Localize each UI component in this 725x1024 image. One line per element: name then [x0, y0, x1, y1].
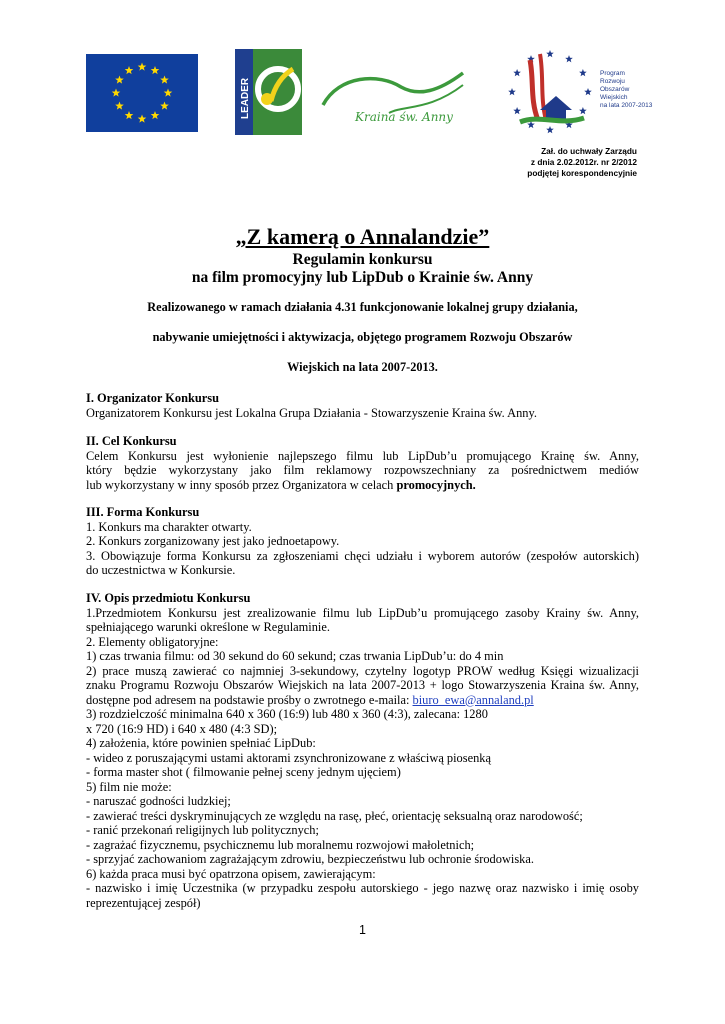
intro-line-3: Wiejskich na lata 2007-2013. — [287, 360, 438, 374]
section-heading: III. Forma Konkursu — [86, 505, 200, 519]
prow-logo — [500, 40, 653, 140]
prow-star-icon — [579, 107, 587, 114]
paragraph-line: spełniającego warunki określone w Regulaminie. — [86, 620, 330, 634]
paragraph-line: 4) założenia, które powinien spełniać LipDub: — [86, 736, 316, 750]
paragraph-line: x 720 (16:9 HD) i 640 x 480 (4:3 SD); — [86, 721, 278, 736]
paragraph-line: reprezentującej zespół) — [86, 895, 201, 910]
eu-flag-logo — [86, 54, 198, 132]
section-heading: II. Cel Konkursu — [86, 434, 177, 448]
resolution-note: Zał. do uchwały Zarządu z dnia 2.02.2012r. nr 2/2012 podjętej korespondencyjnie — [527, 146, 637, 178]
document-subtitle-2: na film promocyjny lub LipDub o Krainie św. Anny — [191, 269, 534, 286]
prow-star-icon — [584, 88, 592, 95]
prow-star-icon — [546, 50, 554, 57]
paragraph: Organizatorem Konkursu jest Lokalna Grupa Działania - Stowarzyszenie Kraina św. Anny. — [86, 405, 537, 420]
paragraph-line: - nazwisko i imię Uczestnika (w przypadku zespołu autorskiego - jego nazwę oraz nazwisko i imię osoby — [86, 881, 639, 895]
paragraph-line: - forma master shot ( filmowanie pełnej sceny jednym ujęciem) — [86, 765, 401, 779]
list-item: 2. Konkurs zorganizowany jest jako jednoetapowy. — [86, 534, 340, 548]
paragraph-line: 2) prace muszą zawierać co najmniej 3-sekundowy, czytelny logotyp PROW według Księgi wizualizacji — [86, 663, 639, 678]
kraina-logo — [319, 65, 467, 127]
document-title: „Z kamerą o Annalandzie” — [235, 224, 490, 249]
section-organizer — [86, 391, 639, 420]
paragraph-line: 1.Przedmiotem Konkursu jest zrealizowanie filmu lub LipDub’u promującego zasoby Krainy św. Anny, — [86, 605, 639, 620]
document-subtitle-1: Regulamin konkursu — [292, 251, 433, 268]
prow-star-icon — [513, 69, 521, 76]
section-heading: IV. Opis przedmiotu Konkursu — [86, 591, 251, 605]
prow-star-icon — [579, 69, 587, 76]
prow-star-icon — [546, 126, 554, 133]
list-item: do uczestnictwa w Konkursie. — [86, 563, 236, 577]
email-link[interactable]: biuro_ewa@annaland.pl — [412, 692, 534, 707]
prow-logo-text: Program Rozwoju Obszarów Wiejskich na lata 2007-2013 — [600, 70, 653, 109]
intro-line-1: Realizowanego w ramach działania 4.31 funkcjonowanie lokalnej grupy działania, — [147, 300, 578, 314]
prow-star-icon — [513, 107, 521, 114]
section-description — [86, 591, 639, 910]
paragraph-line: dostępne pod adresem na podstawie prośby o zwrotnego e-maila: biuro_ewa@annaland.pl — [86, 692, 534, 707]
paragraph-line: - naruszać godności ludzkiej; — [86, 794, 231, 808]
page-number: 1 — [359, 923, 366, 937]
paragraph-line: 3) rozdzielczość minimalna 640 x 360 (16:9) lub 480 x 360 (4:3), zalecana: 1280 — [86, 707, 488, 721]
intro-line-2: nabywanie umiejętności i aktywizacja, objętego programem Rozwoju Obszarów — [152, 330, 573, 344]
leader-logo — [235, 49, 302, 135]
paragraph-line: - ranić przekonań religijnych lub politycznych; — [86, 823, 319, 837]
list-item: 1. Konkurs ma charakter otwarty. — [86, 519, 252, 534]
paragraph-line: 2. Elementy obligatoryjne: — [86, 634, 219, 649]
paragraph-line: 6) każda praca musi być opatrzona opisem, zawierającym: — [86, 866, 376, 881]
paragraph-line: Celem Konkursu jest wyłonienie najlepszego filmu lub LipDub’u promującego Krainę św. Anny, — [86, 448, 639, 463]
section-heading: I. Organizator Konkursu — [86, 391, 219, 405]
paragraph-line: - zagrażać fizycznemu, psychicznemu lub moralnemu rozwojowi małoletnich; — [86, 837, 475, 852]
prow-star-icon — [565, 55, 573, 62]
section-form — [86, 505, 639, 578]
section-goal — [86, 434, 639, 492]
paragraph-line: - zawierać treści dyskryminujących ze względu na rasę, płeć, orientację seksualną oraz narodowość; — [86, 808, 583, 823]
paragraph-line: który będzie wykorzystany jako film reklamowy rozpowszechniany za pośrednictwem mediów — [86, 463, 639, 477]
prow-star-icon — [508, 88, 516, 95]
paragraph-line: - sprzyjać zachowaniom zagrażającym zdrowiu, bezpieczeństwu lub ochronie środowiska. — [86, 852, 534, 866]
list-item: 3. Obowiązuje forma Konkursu za zgłoszeniami chęci udziału i wyborem autorów (zespołów autorskich) — [86, 548, 639, 563]
emphasis: promocyjnych. — [396, 477, 476, 492]
paragraph-line: lub wykorzystany w inny sposób przez Organizatora w celach promocyjnych. — [86, 477, 476, 492]
kraina-logo-text: Kraina św. Anny — [355, 110, 453, 124]
leader-logo-text: LEADER — [240, 77, 251, 119]
paragraph-line: 5) film nie może: — [86, 779, 172, 794]
eu-stars-icon — [86, 54, 198, 132]
paragraph-line: 1) czas trwania filmu: od 30 sekund do 60 sekund; czas trwania LipDub’u: do 4 min — [86, 649, 504, 663]
paragraph-line: - wideo z poruszającymi ustami aktorami zsynchronizowane z właściwą piosenką — [86, 750, 491, 765]
paragraph-line: znaku Programu Rozwoju Obszarów Wiejskich na lata 2007-2013 + logo Stowarzyszenia Kraina św. Anny, — [86, 678, 639, 692]
